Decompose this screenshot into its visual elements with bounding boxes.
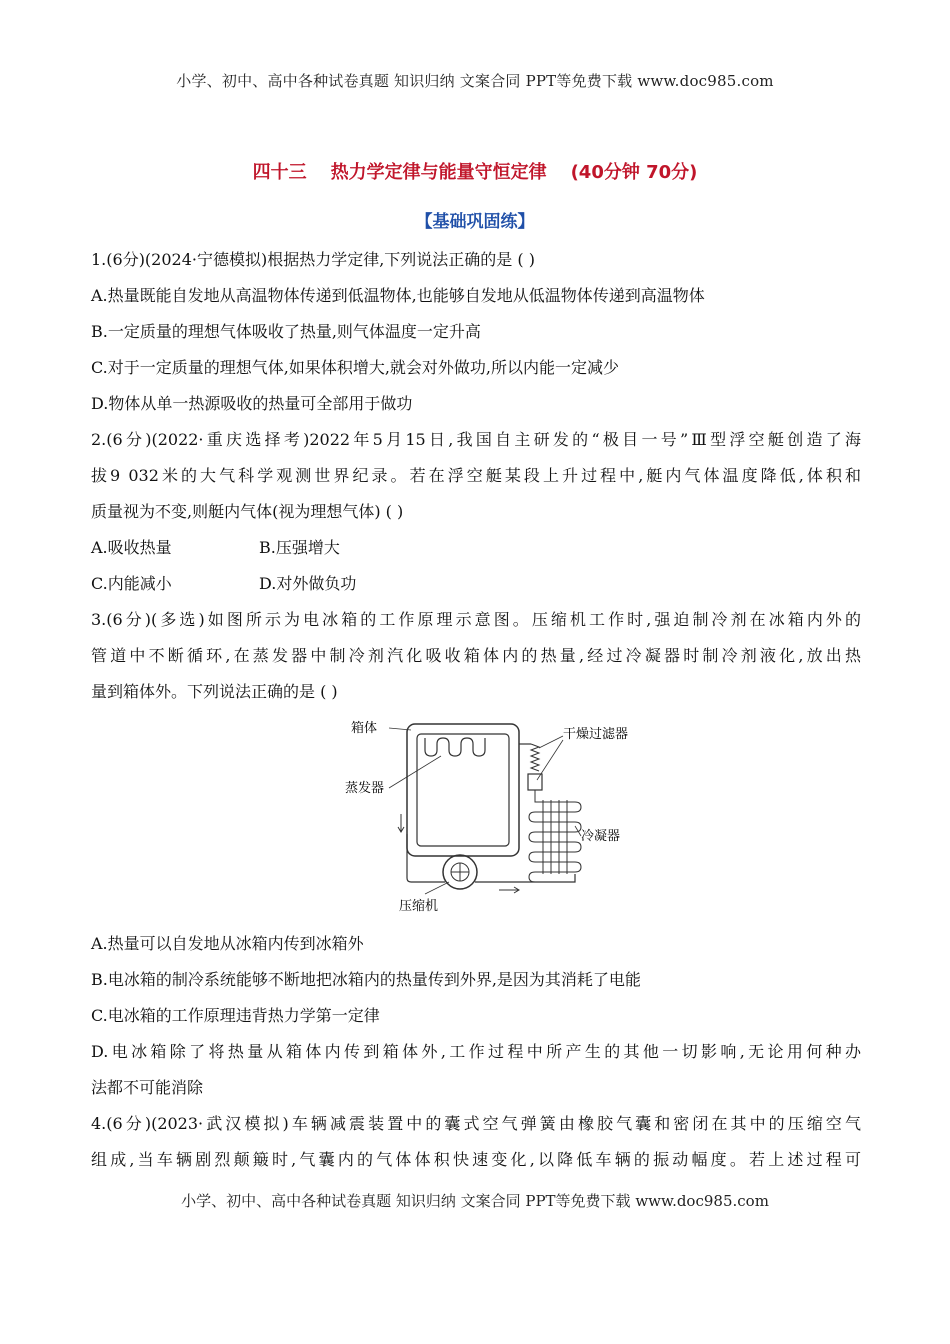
q1-option-b: B.一定质量的理想气体吸收了热量,则气体温度一定升高 — [91, 322, 481, 341]
label-compressor: 压缩机 — [399, 899, 439, 914]
q3-stem-line3: 量到箱体外。下列说法正确的是 ( ) — [91, 682, 338, 701]
refrigerator-diagram — [91, 714, 861, 924]
q2-option-d: D.对外做负功 — [259, 574, 357, 593]
label-condenser: 冷凝器 — [581, 829, 621, 844]
q4-stem-line2: 组成,当车辆剧烈颠簸时,气囊内的气体体积快速变化,以降低车辆的振动幅度。若上述过程可 — [91, 1150, 861, 1169]
q3-stem-line1: 3.(6分)(多选)如图所示为电冰箱的工作原理示意图。压缩机工作时,强迫制冷剂在冰箱内外的 — [91, 610, 861, 629]
q2-stem-line1: 2.(6分)(2022·重庆选择考)2022年5月15日,我国自主研发的“极目一号”Ⅲ型浮空艇创造了海 — [91, 430, 861, 449]
q3-option-c: C.电冰箱的工作原理违背热力学第一定律 — [91, 1006, 380, 1025]
chapter-number: 四十三 — [252, 162, 307, 183]
q2-option-a: A.吸收热量 — [91, 538, 172, 557]
label-filter: 干燥过滤器 — [563, 727, 629, 742]
label-box: 箱体 — [351, 721, 378, 736]
q2-options-row2 — [91, 566, 861, 602]
q2-stem-line3: 质量视为不变,则艇内气体(视为理想气体) ( ) — [91, 502, 404, 521]
chapter-title — [0, 158, 950, 184]
question-body — [91, 242, 861, 1178]
page-footer: 小学、初中、高中各种试卷真题 知识归纳 文案合同 PPT等免费下载 www.doc985.com — [181, 1192, 769, 1210]
section-label: 【基础巩固练】 — [415, 212, 535, 232]
q1-option-d: D.物体从单一热源吸收的热量可全部用于做功 — [91, 394, 413, 413]
q2-stem-line2: 拔9 032米的大气科学观测世界纪录。若在浮空艇某段上升过程中,艇内气体温度降低,体积和 — [91, 466, 861, 485]
q3-option-d-line2: 法都不可能消除 — [91, 1078, 204, 1097]
time-score-limit: (40分钟 70分) — [570, 162, 698, 183]
refrigerator-diagram-svg — [345, 714, 629, 914]
chapter-name: 热力学定律与能量守恒定律 — [330, 162, 547, 183]
q1-stem: 1.(6分)(2024·宁德模拟)根据热力学定律,下列说法正确的是 ( ) — [91, 250, 535, 269]
q2-options-row1 — [91, 530, 861, 566]
q3-option-b: B.电冰箱的制冷系统能够不断地把冰箱内的热量传到外界,是因为其消耗了电能 — [91, 970, 641, 989]
q2-option-c: C.内能减小 — [91, 574, 172, 593]
q2-option-b: B.压强增大 — [259, 538, 340, 557]
q3-stem-line2: 管道中不断循环,在蒸发器中制冷剂汽化吸收箱体内的热量,经过冷凝器时制冷剂液化,放出热 — [91, 646, 861, 665]
q1-option-c: C.对于一定质量的理想气体,如果体积增大,就会对外做功,所以内能一定减少 — [91, 358, 620, 377]
q4-stem-line1: 4.(6分)(2023·武汉模拟)车辆减震装置中的囊式空气弹簧由橡胶气囊和密闭在其中的压缩空气 — [91, 1114, 861, 1133]
q1-option-a: A.热量既能自发地从高温物体传递到低温物体,也能够自发地从低温物体传递到高温物体 — [91, 286, 705, 305]
label-evaporator: 蒸发器 — [345, 781, 385, 796]
q3-option-d-line1: D.电冰箱除了将热量从箱体内传到箱体外,工作过程中所产生的其他一切影响,无论用何种办 — [91, 1042, 861, 1061]
page-header: 小学、初中、高中各种试卷真题 知识归纳 文案合同 PPT等免费下载 www.doc985.com — [176, 72, 774, 90]
q3-option-a: A.热量可以自发地从冰箱内传到冰箱外 — [91, 934, 364, 953]
